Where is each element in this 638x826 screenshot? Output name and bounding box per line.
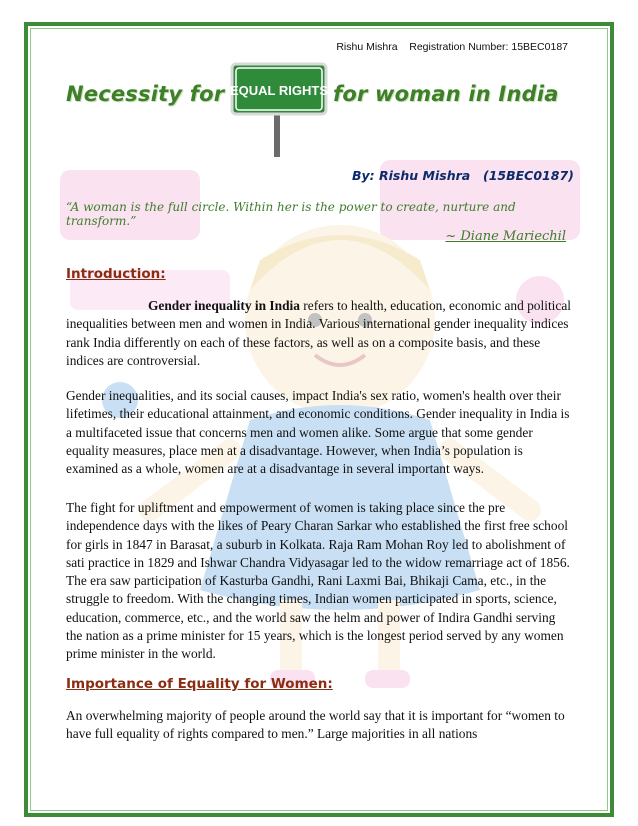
byline-author: By: Rishu Mishra (352, 168, 471, 183)
byline-id: (15BEC0187) (483, 168, 574, 183)
paragraph: An overwhelming majority of people around the world say that it is important for “women to have full equality of rights compared to men.” Large majorities in all nations (66, 708, 565, 742)
paragraph: The fight for upliftment and empowerment of women is taking place since the pre independence days with the likes of Peary Charan Sarkar who established the first free school for girls in 1847 in Barasat, a suburb in Kolkata. Raja Ram Mohan Roy led to abolishment of sati practice in 1829 and Ishwar Chandra Vidyasagar led to the widow remarriage act of 1856. The era saw participation of Kasturba Gandhi, Rani Laxmi Bai, Bhikaji Cama, etc., in the struggle to freedom. With the changing times, Indian women participated in sports, science, education, commerce, etc., and the world saw the helm and power of Indira Gandhi serving the nation as a prime minister for 15 years, which is the longest period served by any women prime minister in the world. (66, 500, 570, 662)
section-heading-introduction: Introduction: (66, 266, 166, 282)
sign-text: EQUAL RIGHTS (230, 83, 328, 98)
equal-rights-sign-icon (230, 62, 328, 157)
author-registration-header: Rishu Mishra Registration Number: 15BEC0187 (336, 41, 568, 53)
paragraph (66, 297, 574, 370)
paragraph-text: refers to health, education, economic and political inequalities between men and women in India. Various international gender inequality indices rank India differently on each of these factors, as well as on a composite basis, and these indices are controversial. (66, 298, 571, 368)
title-left: Necessity for (66, 82, 225, 106)
section-heading-importance: Importance of Equality for Women: (66, 676, 333, 692)
title-right: for woman in India (333, 82, 559, 106)
quote-author: ~ Diane Mariechil (445, 229, 566, 244)
paragraph-lead: Gender inequality in India (148, 298, 300, 313)
quote-text: “A woman is the full circle. Within her is the power to create, nurture and transform.” (66, 200, 516, 228)
paragraph: Gender inequalities, and its social causes, impact India's sex ratio, women's health over their lifetimes, their educational attainment, and economic conditions. Gender inequality in India is a multifaceted issue that concerns men and women alike. Some argue that some gender equality measures, place men at a disadvantage. However, when India’s population is examined as a whole, women are at a disadvantage in several important ways. (66, 388, 570, 477)
